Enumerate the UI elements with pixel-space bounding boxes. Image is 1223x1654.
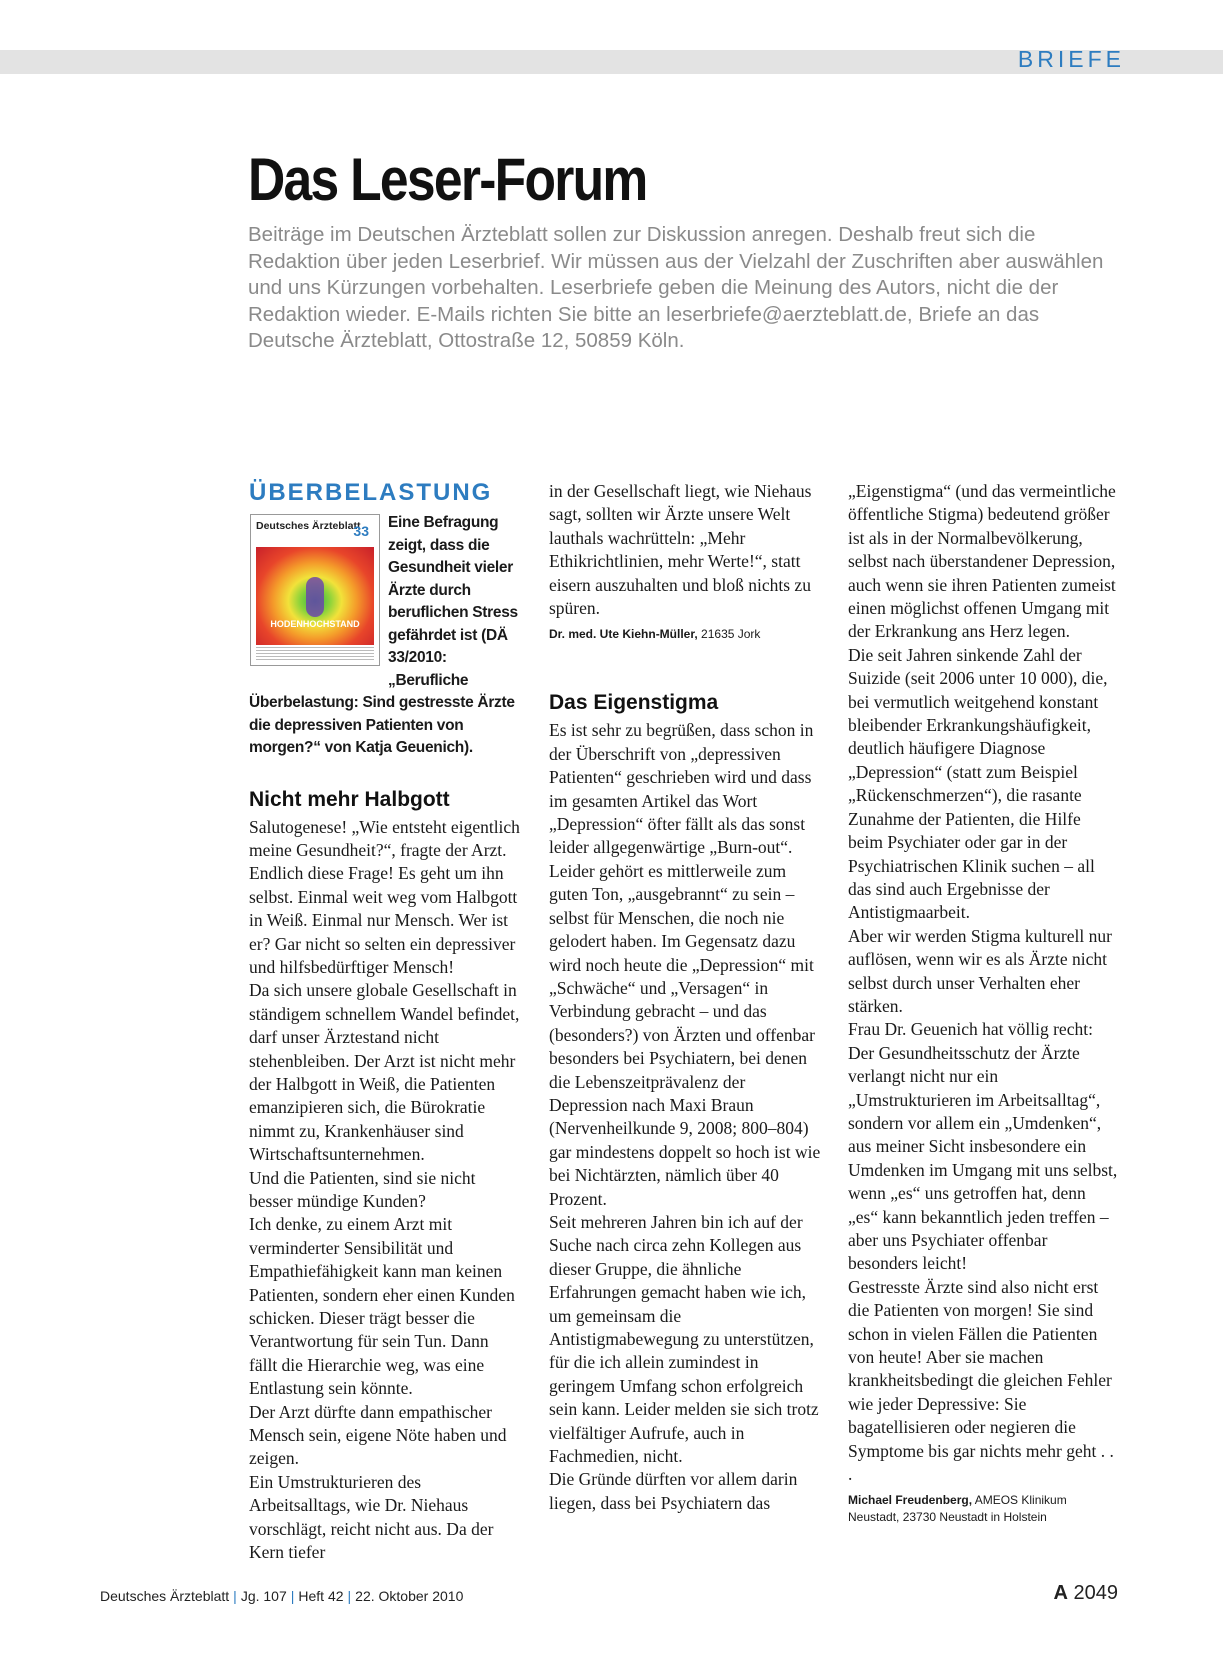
paragraph-continued: in der Gesellschaft liegt, wie Niehaus sagt, sollten wir Ärzte unsere Welt lauthals wachrütteln: „Mehr Ethikrichtlinien, mehr Werte!“, statt eisern auszuhalten und bloß nichts zu spüren.: [549, 481, 812, 619]
cover-headline: HODENHOCHSTAND: [270, 619, 360, 629]
page-number-value: 2049: [1073, 1582, 1118, 1604]
footer-journal: Deutsches Ärzteblatt: [100, 1588, 230, 1604]
paragraph: Ich denke, zu einem Arzt mit verminderter Sensibilität und Empathiefähigkeit kann man keinen Patienten, sondern eher einen Kunden schicken. Dieser trägt besser die Verantwortung für sein Tun. Dann fällt die Hierarchie weg, was eine Entlastung sein könnte.: [249, 1214, 515, 1399]
signature-name: Michael Freudenberg,: [848, 1493, 973, 1508]
letter-2-signature: [848, 1492, 1120, 1526]
column-2: [549, 480, 821, 1515]
magazine-cover-thumbnail: [250, 514, 380, 666]
paragraph-split: Die Gründe dürften vor allem darin liegen, dass bei Psychiatern das: [549, 1469, 798, 1513]
cover-masthead: Deutsches Ärzteblatt: [256, 520, 361, 532]
letter-1-heading: Nicht mehr Halbgott: [249, 787, 450, 811]
cover-image: [256, 547, 374, 645]
letter-1-continued: [549, 480, 821, 620]
paragraph: Salutogenese! „Wie entsteht eigentlich meine Gesundheit?“, fragte der Arzt. Endlich diese Frage! Es geht um ihn selbst. Einmal weit weg vom Halbgott in Weiß. Einmal nur Mensch. Wer ist er? Gar nicht so selten ein depressiver und hilfsbedürftiger Mensch!: [249, 816, 520, 977]
page-title: Das Leser-Forum: [248, 146, 647, 213]
page-footer: [100, 1588, 463, 1604]
cover-text-lines: [256, 647, 374, 661]
intro-text: Beiträge im Deutschen Ärzteblatt sollen zur Diskussion anregen. Deshalb freut sich die Redaktion über jeden Leserbrief. Wir müssen aus der Vielzahl der Zuschriften aber auswählen und uns Kürzungen vorbehalten. Leserbriefe geben die Meinung des Autors, nicht die der Redaktion wieder. E-Mails richten Sie bitte an leserbriefe@aerzteblatt.de, Briefe an das Deutsche Ärzteblatt, Ottostraße 12, 50859 Köln.: [248, 223, 1104, 352]
letter-1-signature: [549, 626, 821, 643]
column-1: [249, 480, 521, 1565]
signature-name: Dr. med. Ute Kiehn-Müller,: [549, 627, 698, 642]
paragraph: Gestresste Ärzte sind also nicht erst die Patienten von morgen! Sie sind schon in vielen Fällen die Patienten von heute! Aber sie machen krankheitsbedingt die gleichen Fehler wie jeder Depressive: Sie bagatellisieren oder negieren die Symptome bis gar nichts mehr geht . . .: [848, 1276, 1114, 1485]
section-label: BRIEFE: [1017, 46, 1125, 72]
paragraph: Frau Dr. Geuenich hat völlig recht: Der Gesundheitsschutz der Ärzte verlangt nicht nur ein „Umstrukturieren im Arbeitsalltag“, sondern vor allem ein „Umdenken“, aus meiner Sicht insbesondere ein Umdenken im Umgang mit uns selbst, wenn „es“ uns getroffen hat, denn „es“ kann bekanntlich jeden treffen – aber uns Psychiater offenbar besonders leicht!: [848, 1019, 1118, 1274]
paragraph-split: Ein Umstrukturieren des Arbeitsalltags, wie Dr. Niehaus vorschlägt, reicht nicht aus. Da der Kern tiefer: [249, 1471, 494, 1563]
paragraph: Der Arzt dürfte dann empathischer Mensch sein, eigene Nöte haben und zeigen.: [249, 1401, 507, 1469]
paragraph: Leider gehört es mittlerweile zum guten Ton, „ausgebrannt“ zu sein – selbst für Menschen, die noch nie gelodert haben. Im Gegensatz dazu wird noch heute die „Depression“ mit „Schwäche“ und „Versagen“ in Verbindung gebracht – und das (besonders?) von Ärzten und offenbar besonders bei Psychiatern, bei denen die Lebenszeitprävalenz der Depression nach Maxi Braun (Nervenheilkunde 9, 2008; 800–804) gar mindestens doppelt so hoch ist wie bei Nichtärzten, nämlich über 40 Prozent.: [549, 860, 821, 1209]
paragraph: Seit mehreren Jahren bin ich auf der Suche nach circa zehn Kollegen aus dieser Gruppe, die ähnliche Erfahrungen gemacht haben wie ich, um gemeinsam die Antistigmabewegung zu unterstützen, für die ich allein zumindest in geringem Umfang schon erfolgreich sein kann. Leider melden sie sich trotz vielfältiger Aufrufe, auch in Fachmedien, nicht.: [549, 1211, 819, 1467]
paragraph: Es ist sehr zu begrüßen, dass schon in der Überschrift von „depressiven Patienten“ geschrieben wird und dass im gesamten Artikel das Wort „Depression“ öfter fällt als das sonst leider allgegenwärtige „Burn-out“.: [549, 720, 814, 858]
paragraph: Die seit Jahren sinkende Zahl der Suizide (seit 2006 unter 10 000), die, bei vermutlich weitgehend konstant bleibender Erkrankungshäufigkeit, deutlich häufigere Diagnose „Depression“ (statt zum Beispiel „Rückenschmerzen“), die rasante Zunahme der Patienten, die Hilfe beim Psychiater oder gar in der Psychiatrischen Klinik suchen – all das sind auch Ergebnisse der Antistigmaarbeit.: [848, 644, 1108, 923]
signature-place: AMEOS Klinikum Neustadt, 23730 Neustadt in Holstein: [848, 1493, 1067, 1525]
paragraph-continued: „Eigenstigma“ (und das vermeintliche öffentliche Stigma) bedeutend größer ist als in der Normalbevölkerung, selbst nach überstandener Depression, auch wenn sie ihren Patienten zumeist einen möglichst offenen Umgang mit der Erkrankung ans Herz legen.: [848, 481, 1116, 642]
topic-teaser: Eine Befragung zeigt, dass die Gesundheit vieler Ärzte durch beruflichen Stress gefährdet ist (DÄ 33/2010: „Berufliche Überbelastung: Sind gestresste Ärzte die depressiven Patienten von morgen?“ von Katja Geuenich).: [249, 514, 518, 756]
letter-2-body: [549, 719, 821, 1515]
cover-issue-number: 33: [353, 523, 369, 539]
topic-label: ÜBERBELASTUNG: [249, 479, 493, 506]
page-number: [1053, 1582, 1118, 1605]
footer-issue: Heft 42: [298, 1588, 344, 1604]
letter-2-heading: Das Eigenstigma: [549, 691, 719, 715]
footer-date: 22. Oktober 2010: [355, 1588, 464, 1604]
column-3: [848, 480, 1120, 1526]
footer-volume: Jg. 107: [240, 1588, 287, 1604]
page-prefix: A: [1053, 1582, 1068, 1604]
footer-separator: |: [347, 1588, 352, 1604]
signature-place: 21635 Jork: [701, 627, 761, 642]
footer-separator: |: [233, 1588, 237, 1604]
letter-1-body: [249, 816, 521, 1565]
paragraph: Und die Patienten, sind sie nicht besser mündige Kunden?: [249, 1167, 476, 1211]
letter-2-continued: [848, 480, 1120, 1486]
paragraph: Aber wir werden Stigma kulturell nur auflösen, wenn wir es als Ärzte nicht selbst durch unser Verhalten eher stärken.: [848, 925, 1112, 1016]
paragraph: Da sich unsere globale Gesellschaft in ständigem schnellem Wandel befindet, darf unser Ärztestand nicht stehenbleiben. Der Arzt ist nicht mehr der Halbgott in Weiß, die Patienten emanzipieren sich, die Bürokratie nimmt zu, Krankenhäuser sind Wirtschaftsunternehmen.: [249, 980, 520, 1165]
footer-separator: |: [290, 1588, 295, 1604]
